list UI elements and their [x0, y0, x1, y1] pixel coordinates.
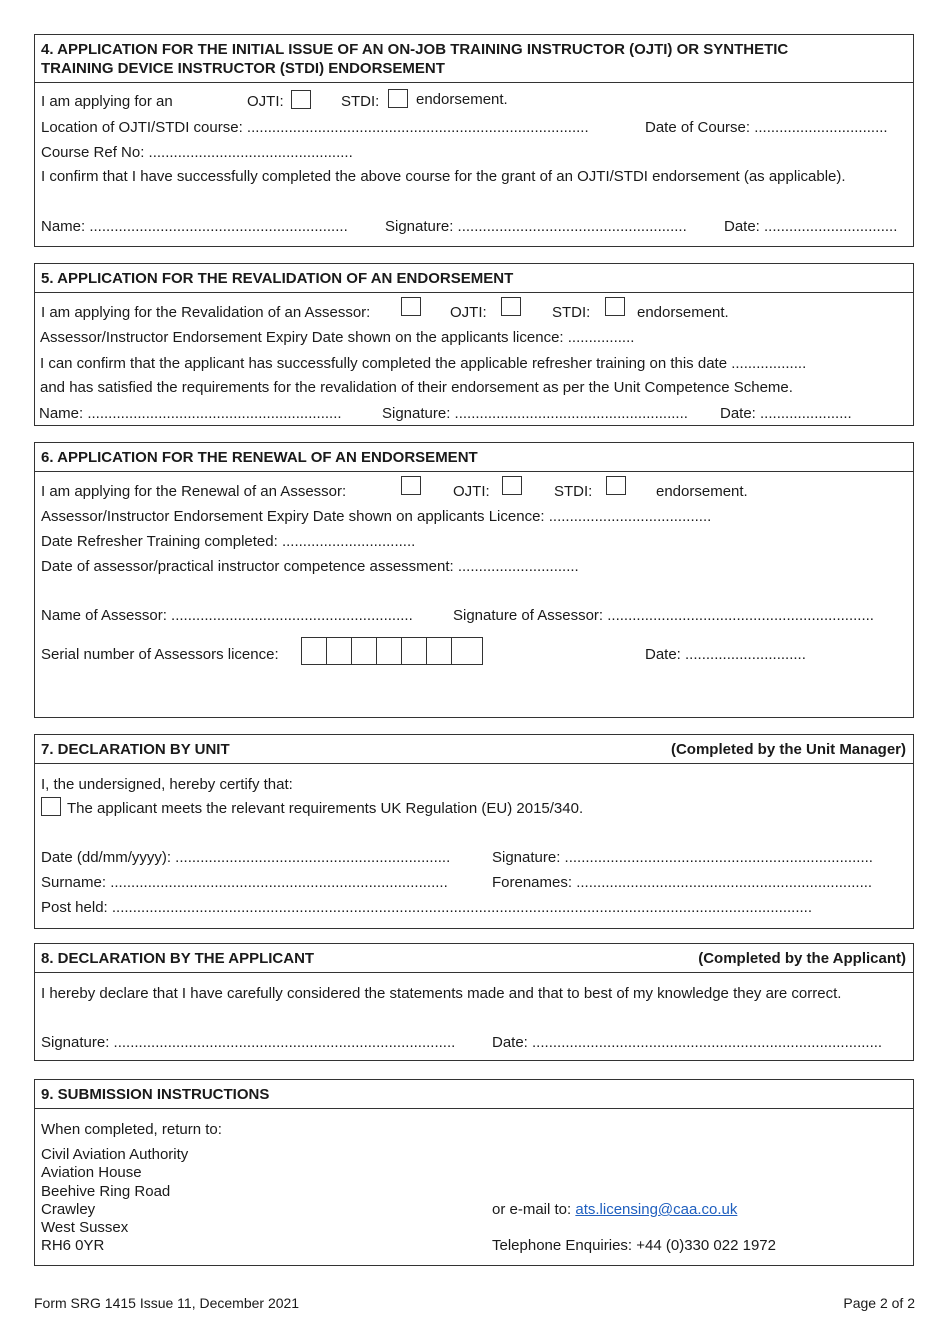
return-text: When completed, return to: — [41, 1121, 222, 1138]
course-location-field[interactable]: Location of OJTI/STDI course: .................................................................................. — [41, 119, 589, 136]
name-field[interactable]: Name: ............................................................. — [39, 405, 342, 422]
signature-field[interactable]: Signature: ....................................................... — [385, 218, 687, 235]
section-8-header — [35, 944, 913, 973]
address-line: Aviation House — [41, 1164, 142, 1181]
date-field[interactable]: Date: .................................................................................... — [492, 1034, 883, 1051]
section-5-title: 5. APPLICATION FOR THE REVALIDATION OF AN ENDORSEMENT — [41, 270, 514, 287]
stdi-checkbox[interactable] — [388, 89, 408, 108]
section-7-header — [35, 735, 913, 764]
declaration-text: I hereby declare that I have carefully considered the statements made and that to best of my knowledge they are correct. — [41, 985, 842, 1002]
expiry-date-field[interactable]: Assessor/Instructor Endorsement Expiry Date shown on the applicants licence: ................ — [40, 329, 635, 346]
section-6-title: 6. APPLICATION FOR THE RENEWAL OF AN ENDORSEMENT — [41, 449, 478, 466]
form-number: Form SRG 1415 Issue 11, December 2021 — [34, 1295, 300, 1311]
section-9 — [34, 1079, 914, 1266]
address-line: RH6 0YR — [41, 1237, 105, 1254]
confirm-text: I confirm that I have successfully completed the above course for the grant of an OJTI/STDI endorsement (as applicable). — [41, 168, 846, 185]
date-field[interactable]: Date: ................................ — [724, 218, 898, 235]
section-9-title: 9. SUBMISSION INSTRUCTIONS — [41, 1086, 270, 1103]
signature-field[interactable]: Signature: ........................................................ — [382, 405, 688, 422]
endorsement-label: endorsement. — [637, 304, 729, 321]
stdi-label: STDI: — [341, 93, 380, 110]
ojti-checkbox[interactable] — [291, 90, 311, 109]
assessor-checkbox[interactable] — [401, 297, 421, 316]
phone-text: Telephone Enquiries: +44 (0)330 022 1972 — [492, 1237, 776, 1254]
endorsement-label: endorsement. — [656, 483, 748, 500]
ojti-checkbox[interactable] — [502, 476, 522, 495]
section-7-note: (Completed by the Unit Manager) — [670, 741, 906, 758]
applying-label: I am applying for an — [41, 93, 173, 110]
date-field[interactable]: Date: ...................... — [720, 405, 852, 422]
serial-digit-box[interactable] — [327, 638, 352, 664]
ojti-label: OJTI: — [247, 93, 284, 110]
serial-digit-box[interactable] — [427, 638, 452, 664]
stdi-label: STDI: — [554, 483, 593, 500]
assessor-name-field[interactable]: Name of Assessor: .......................................................... — [41, 607, 413, 624]
name-field[interactable]: Name: .............................................................. — [41, 218, 348, 235]
course-date-field[interactable]: Date of Course: ................................ — [645, 119, 888, 136]
requirements-checkbox[interactable] — [41, 797, 61, 816]
address-line: Civil Aviation Authority — [41, 1146, 189, 1163]
signature-field[interactable]: Signature: .......................................................................... — [492, 849, 873, 866]
serial-digit-box[interactable] — [377, 638, 402, 664]
section-4-title-line2: TRAINING DEVICE INSTRUCTOR (STDI) ENDORSEMENT — [41, 60, 445, 77]
revalidation-requirements-text: and has satisfied the requirements for the revalidation of their endorsement as per the Unit Competence Scheme. — [40, 379, 793, 396]
surname-field[interactable]: Surname: ................................................................................. — [41, 874, 448, 891]
section-6 — [34, 442, 914, 718]
refresher-date-field[interactable]: Date Refresher Training completed: ................................ — [41, 533, 416, 550]
stdi-checkbox[interactable] — [605, 297, 625, 316]
serial-number-label: Serial number of Assessors licence: — [41, 646, 279, 663]
section-5 — [34, 263, 914, 426]
serial-digit-box[interactable] — [452, 638, 477, 664]
course-ref-field[interactable]: Course Ref No: ................................................. — [41, 144, 353, 161]
date-field[interactable]: Date: ............................. — [645, 646, 806, 663]
address-line: Crawley — [41, 1201, 96, 1218]
assessor-checkbox[interactable] — [401, 476, 421, 495]
section-7 — [34, 734, 914, 929]
page-number: Page 2 of 2 — [843, 1295, 915, 1311]
section-4-header — [35, 35, 913, 83]
email-line — [492, 1201, 737, 1219]
ojti-label: OJTI: — [450, 304, 487, 321]
email-link[interactable]: ats.licensing@caa.co.uk — [575, 1201, 738, 1218]
signature-field[interactable]: Signature: .................................................................................. — [41, 1034, 456, 1051]
section-8 — [34, 943, 914, 1061]
stdi-checkbox[interactable] — [606, 476, 626, 495]
expiry-date-field[interactable]: Assessor/Instructor Endorsement Expiry Date shown on applicants Licence: ....................................... — [41, 508, 712, 525]
email-label: or e-mail to: — [492, 1201, 572, 1218]
endorsement-label: endorsement. — [416, 91, 508, 108]
serial-digit-box[interactable] — [352, 638, 377, 664]
serial-digit-box[interactable] — [302, 638, 327, 664]
section-4-title-line1: 4. APPLICATION FOR THE INITIAL ISSUE OF AN ON-JOB TRAINING INSTRUCTOR (OJTI) OR SYNTHETIC — [41, 41, 789, 58]
date-field[interactable]: Date (dd/mm/yyyy): .................................................................. — [41, 849, 451, 866]
refresher-confirm-text[interactable]: I can confirm that the applicant has successfully completed the applicable refresher training on this date .................. — [40, 355, 807, 372]
applying-revalidation-label: I am applying for the Revalidation of an Assessor: — [41, 304, 371, 321]
certify-text: I, the undersigned, hereby certify that: — [41, 776, 293, 793]
section-7-title: 7. DECLARATION BY UNIT — [41, 741, 230, 758]
section-5-header — [35, 264, 913, 293]
applying-renewal-label: I am applying for the Renewal of an Assessor: — [41, 483, 347, 500]
serial-digit-box[interactable] — [402, 638, 427, 664]
section-8-title: 8. DECLARATION BY THE APPLICANT — [41, 950, 315, 967]
competence-date-field[interactable]: Date of assessor/practical instructor competence assessment: ............................. — [41, 558, 579, 575]
address-line: Beehive Ring Road — [41, 1183, 171, 1200]
forenames-field[interactable]: Forenames: ....................................................................... — [492, 874, 873, 891]
address-line: West Sussex — [41, 1219, 129, 1236]
requirements-text: The applicant meets the relevant requirements UK Regulation (EU) 2015/340. — [67, 800, 584, 817]
section-9-header — [35, 1080, 913, 1109]
assessor-signature-field[interactable]: Signature of Assessor: ................................................................ — [453, 607, 874, 624]
ojti-label: OJTI: — [453, 483, 490, 500]
post-held-field[interactable]: Post held: ........................................................................................................................................................................ — [41, 899, 813, 916]
section-4 — [34, 34, 914, 247]
ojti-checkbox[interactable] — [501, 297, 521, 316]
section-6-header — [35, 443, 913, 472]
serial-number-boxes[interactable] — [301, 637, 483, 665]
stdi-label: STDI: — [552, 304, 591, 321]
section-8-note: (Completed by the Applicant) — [698, 950, 906, 967]
